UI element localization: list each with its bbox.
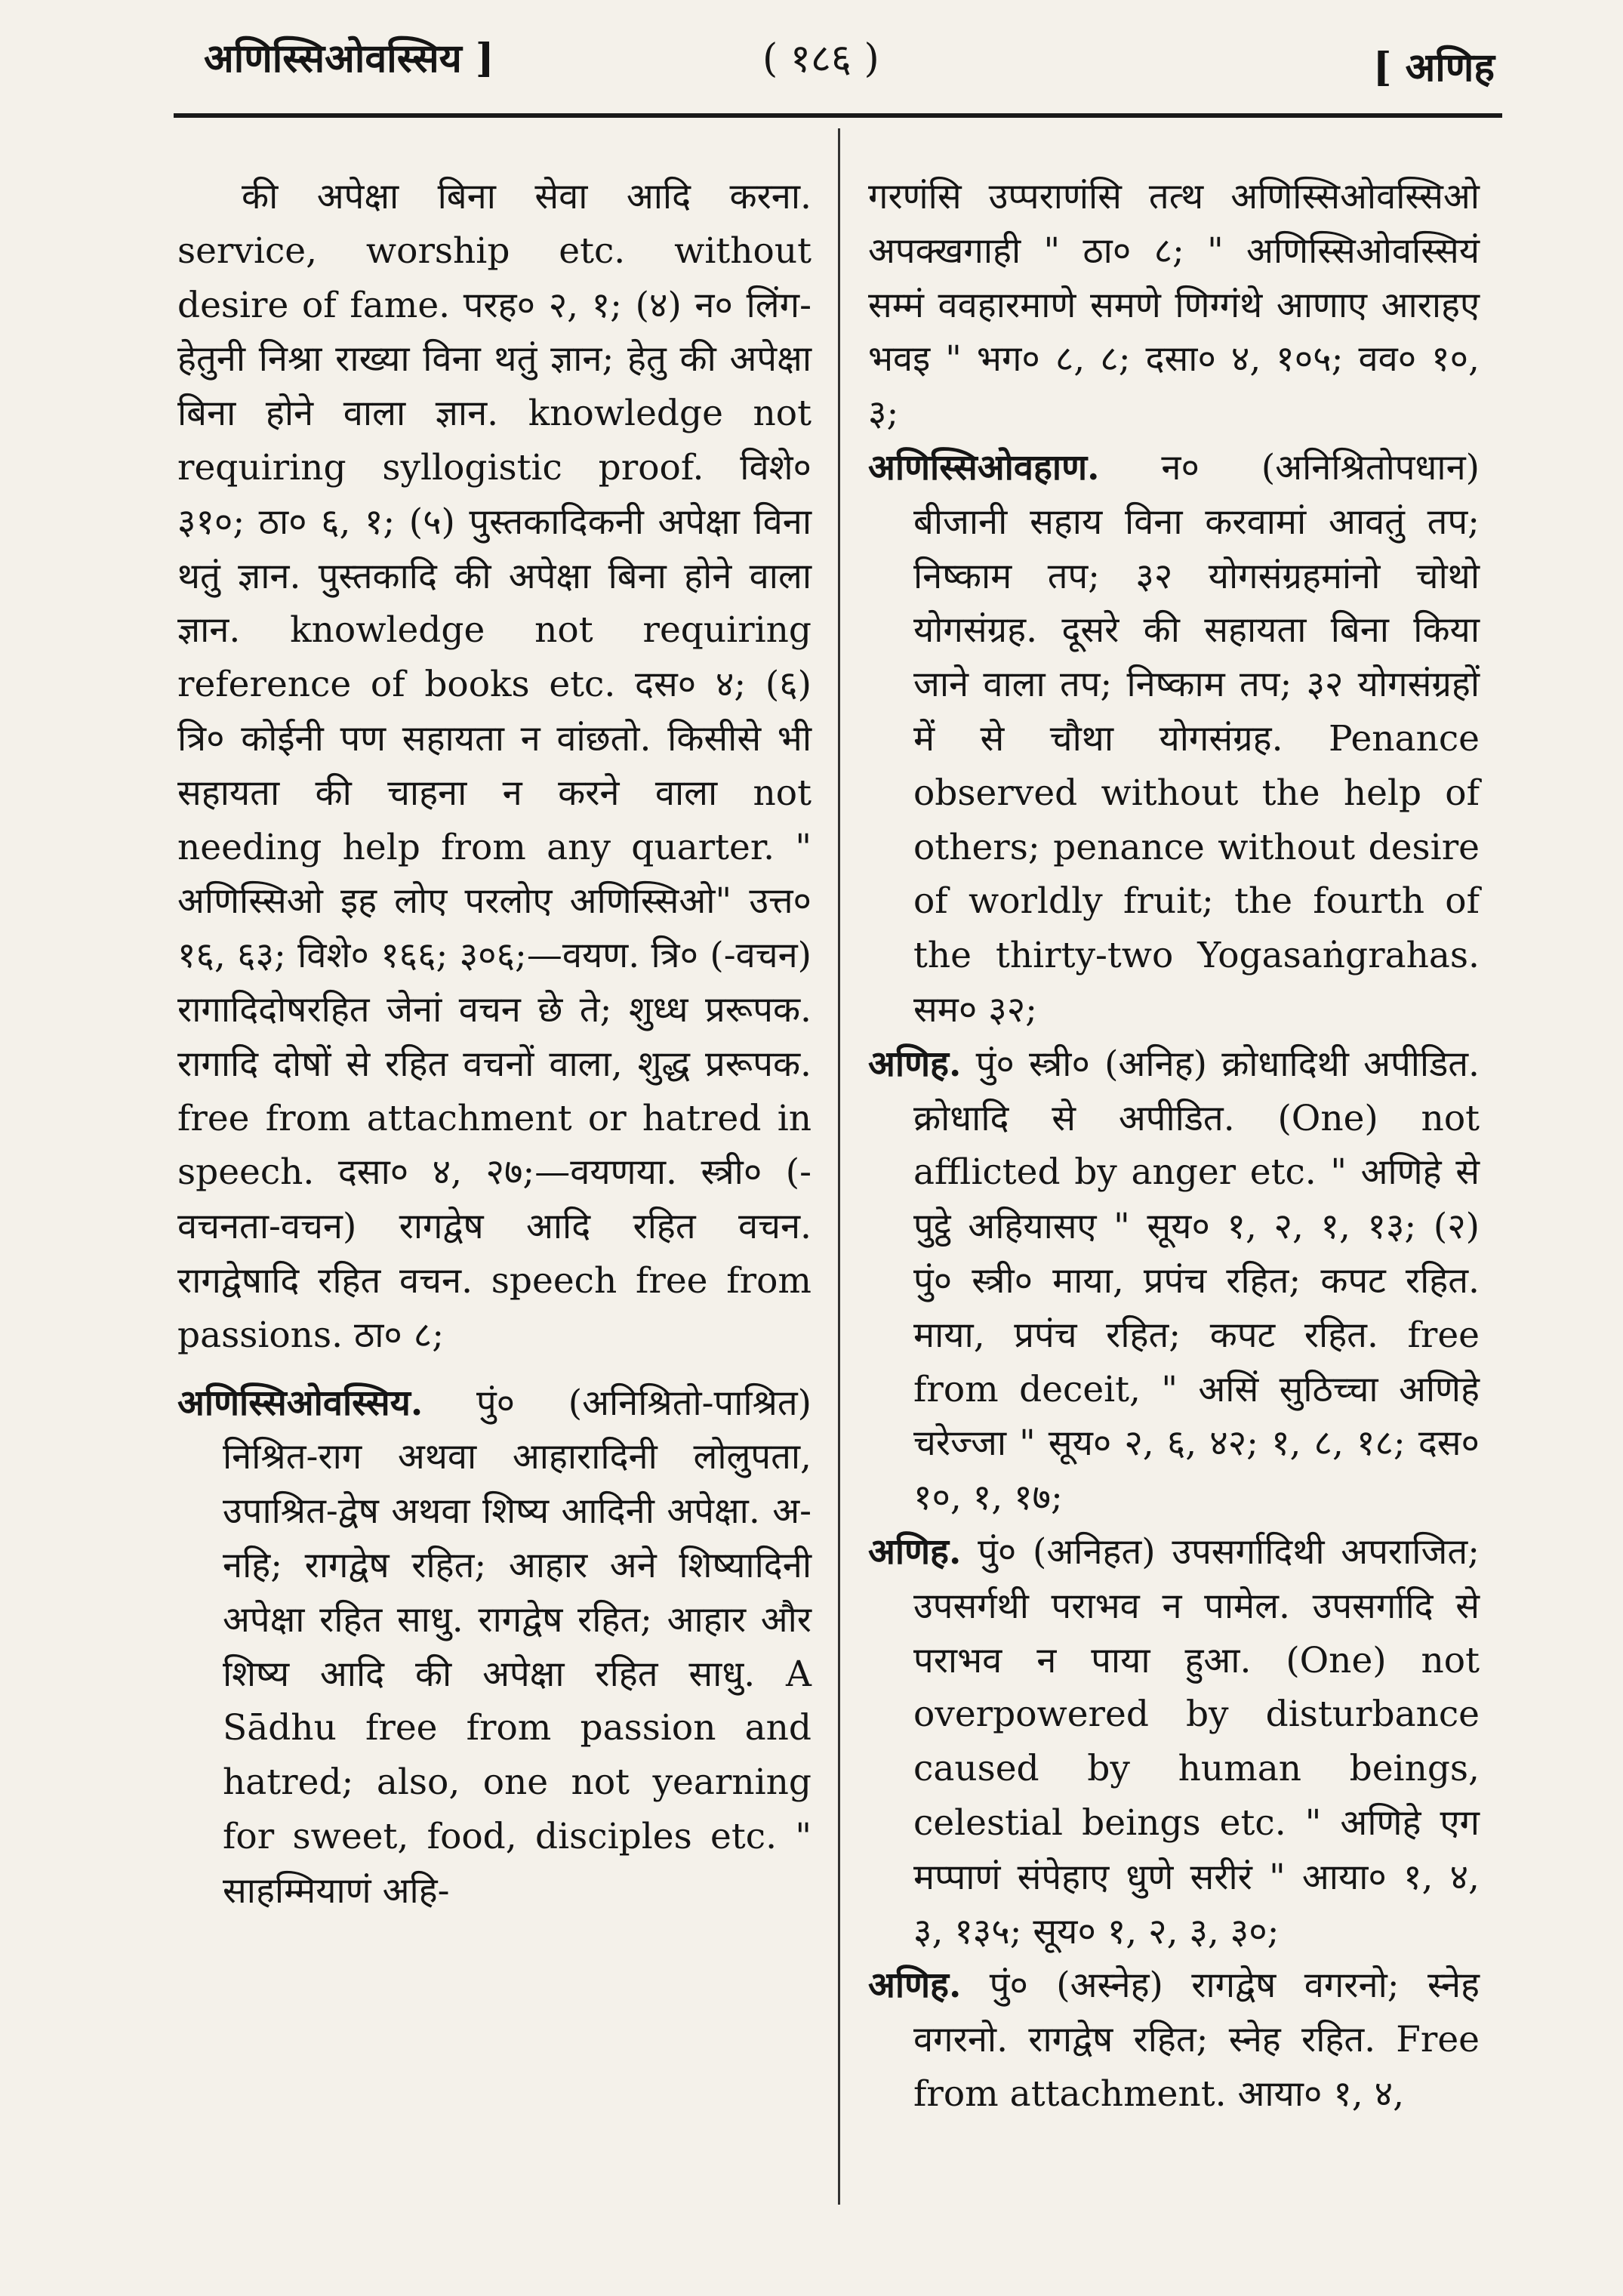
headword: अणिस्सिओवस्सिय. <box>177 1382 423 1424</box>
header-right-guideword: [ अणिह <box>1372 45 1495 91</box>
headword: अणिह. <box>868 1043 962 1085</box>
page-header <box>174 23 1495 106</box>
entry-continuation: की अपेक्षा बिना सेवा आदि करना. service, worship etc. without desire of fame. परह० २, १; (४) न० लिंग-हेतुनी निश्रा राख्या विना थतुं ज्ञान; हेतु की अपेक्षा बिना होने वाला ज्ञान. knowledge not requiring syllogistic proof. विशे० ३१०; ठा० ६, १; (५) पुस्तकादिकनी अपेक्षा विना थतुं ज्ञान. पुस्तकादि की अपेक्षा बिना होने वाला ज्ञान. knowledge not requiring reference of books etc. दस० ४; (६) त्रि० कोईनी पण सहायता न वांछतो. किसीसे भी सहायता की चाहना न करने वाला not needing help from any quarter. " अणिस्सिओ इह लोए परलोए अणिस्सिओ" उत्त० १६, ६३; विशे० १६६; ३०६;—वयण. त्रि० (-वचन) रागादिदोषरहित जेनां वचन छे ते; शुध्ध प्ररूपक. रागादि दोषों से रहित वचनों वाला, शुद्ध प्ररूपक. free from attachment or hatred in speech. दसा० ४, २७;—वयणया. स्त्री० (-वचनता-वचन) रागद्वेष आदि रहित वचन. रागद्वेषादि रहित वचन. speech free from passions. ठा० ८; <box>177 176 812 1356</box>
page-number: ( १८६ ) <box>762 36 879 82</box>
entry-body: पुं० स्त्री० (अनिह) क्रोधादिथी अपीडित. क्रोधादि से अपीडित. (One) not afflicted by anger etc. " अणिहे से पुट्ठे अहियासए " सूय० १, २, १, १३; (२) पुं० स्त्री० माया, प्रपंच रहित; कपट रहित. माया, प्रपंच रहित; कपट रहित. free from deceit, " असिं सुठिच्चा अणिहे चरेज्जा " सूय० २, ६, ४२; १, ८, १८; दस० १०, १, १७; <box>913 1043 1480 1519</box>
entry-body: पुं० (अनिश्रितो-पाश्रित) निश्रित-राग अथवा आहारादिनी लोलुपता, उपाश्रित-द्वेष अथवा शिष्य आदिनी अपेक्षा. अ-नहि; रागद्वेष रहित; आहार अने शिष्यादिनी अपेक्षा रहित साधु. रागद्वेष रहित; आहार और शिष्य आदि की अपेक्षा रहित साधु. A Sādhu free from passion and hatred; also, one not yearning for sweet, food, disciples etc. " साहम्मियाणं अहि- <box>223 1382 812 1912</box>
header-left-guideword: अणिस्सिओवस्सिय ] <box>204 35 494 82</box>
dictionary-entry <box>868 1959 1480 2121</box>
column-divider <box>838 128 840 2205</box>
headword: अणिह. <box>868 1530 962 1573</box>
right-column <box>868 170 1480 2122</box>
entry-body: पुं० (अस्नेह) रागद्वेष वगरनो; स्नेह वगरनो. रागद्वेष रहित; स्नेह रहित. Free from attachment. आया० १, ४, <box>913 1965 1480 2115</box>
entry-body: पुं० (अनिहत) उपसर्गादिथी अपराजित; उपसर्गथी पराभव न पामेल. उपसर्गादि से पराभव न पाया हुआ. (One) not overpowered by disturbance caused by human beings, celestial beings etc. " अणिहे एग मप्पाणं संपेहाए धुणे सरीरं " आया० १, ४, ३, १३५; सूय० १, २, ३, ३०; <box>913 1530 1480 1952</box>
headword: अणिस्सिओवहाण. <box>868 446 1100 488</box>
header-rule <box>174 113 1502 118</box>
left-column <box>177 170 812 1918</box>
dictionary-entry <box>868 441 1480 1037</box>
dictionary-entry <box>868 1525 1480 1959</box>
dictionary-entry <box>868 1037 1480 1525</box>
headword: अणिह. <box>868 1965 962 2007</box>
entry-continuation: गरणंसि उप्पराणंसि तत्थ अणिस्सिओवस्सिओ अपक्खगाही " ठा० ८; " अणिस्सिओवस्सियं सम्मं ववहारमाणे समणे णिग्गंथे आणाए आराहए भवइ " भग० ८, ८; दसा० ४, १०५; वव० १०, ३; <box>868 176 1480 435</box>
dictionary-entry <box>177 1376 812 1918</box>
entry-body: न० (अनिश्रितोपधान) बीजानी सहाय विना करवामां आवतुं तप; निष्काम तप; ३२ योगसंग्रहमांनो चोथो योगसंग्रह. दूसरे की सहायता बिना किया जाने वाला तप; निष्काम तप; ३२ योगसंग्रहों में से चौथा योगसंग्रह. Penance observed without the help of others; penance without desire of worldly fruit; the fourth of the thirty-two Yogasaṅgrahas. सम० ३२; <box>913 446 1480 1031</box>
